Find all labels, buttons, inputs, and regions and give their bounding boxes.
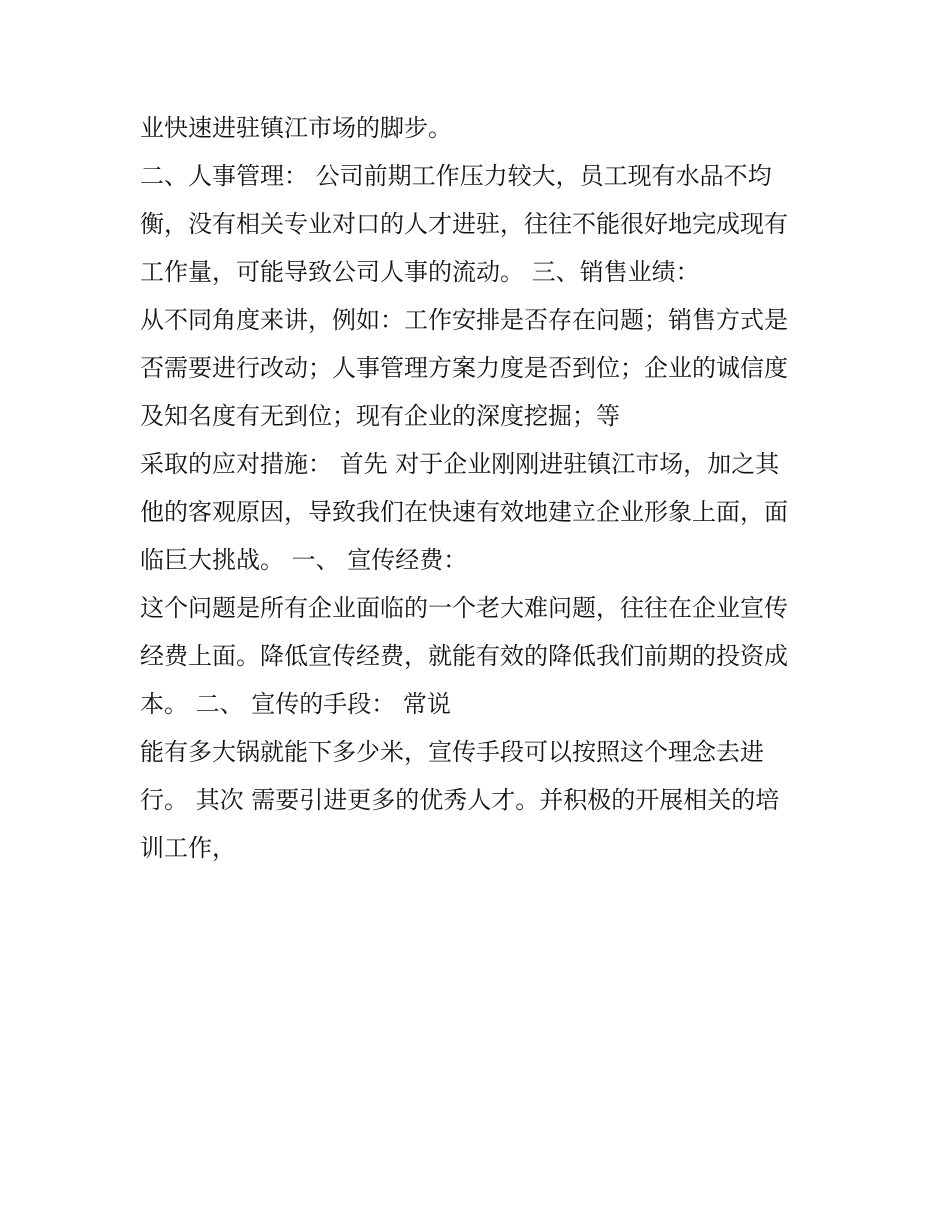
text-line: 能有多大锅就能下多少米，宣传手段可以按照这个理念去进 xyxy=(140,738,764,766)
document-body xyxy=(140,104,830,872)
text-line: 训工作， xyxy=(140,834,236,862)
text-line: 及知名度有无到位；现有企业的深度挖掘；等 xyxy=(140,402,620,430)
text-line: 行。 其次 需要引进更多的优秀人才。并积极的开展相关的培 xyxy=(140,786,780,814)
text-line: 经费上面。降低宣传经费，就能有效的降低我们前期的投资成 xyxy=(140,642,788,670)
text-line: 业快速进驻镇江市场的脚步。 xyxy=(140,114,452,142)
text-line: 衡，没有相关专业对口的人才进驻，往往不能很好地完成现有 xyxy=(140,210,788,238)
text-line: 采取的应对措施： 首先 对于企业刚刚进驻镇江市场，加之其 xyxy=(140,450,780,478)
text-line: 从不同角度来讲，例如：工作安排是否存在问题；销售方式是 xyxy=(140,306,788,334)
text-line: 否需要进行改动；人事管理方案力度是否到位；企业的诚信度 xyxy=(140,354,788,382)
text-line: 工作量，可能导致公司人事的流动。 三、销售业绩： xyxy=(140,258,700,286)
text-line: 本。 二、 宣传的手段： 常说 xyxy=(140,690,451,718)
text-line: 二、人事管理： 公司前期工作压力较大，员工现有水品不均 xyxy=(140,162,772,190)
text-line: 这个问题是所有企业面临的一个老大难问题，往往在企业宣传 xyxy=(140,594,788,622)
text-line: 临巨大挑战。 一、 宣传经费： xyxy=(140,546,468,574)
text-line: 他的客观原因，导致我们在快速有效地建立企业形象上面，面 xyxy=(140,498,788,526)
